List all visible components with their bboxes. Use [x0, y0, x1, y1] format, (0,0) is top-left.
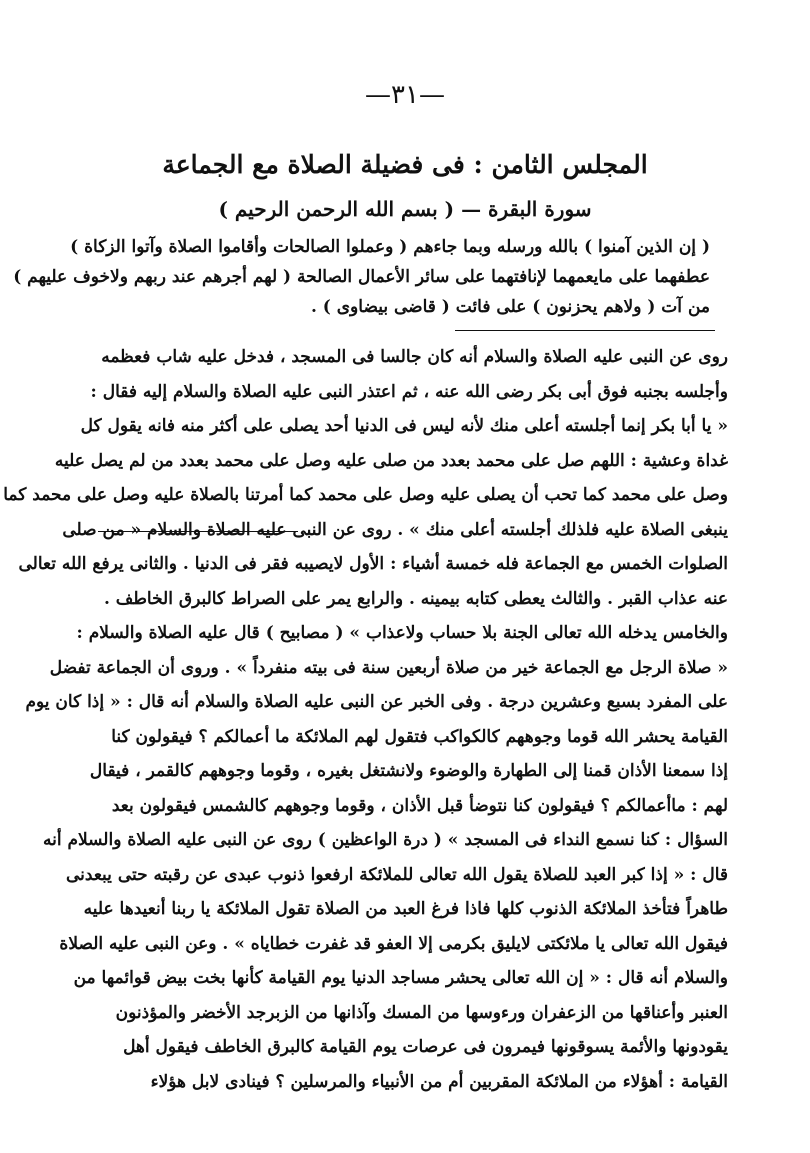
body-line: السؤال : كنا نسمع النداء فى المسجد » ( درة الواعظين ) روى عن النبى عليه الصلاة والسلام أنه [42, 830, 728, 850]
verse-line: عطفهما على مايعمهما لإنافتهما على سائر الأعمال الصالحة ( لهم أجرهم عند ربهم ولاخوف عليهم ) [13, 267, 710, 287]
chapter-heading: المجلس الثامن : فى فضيلة الصلاة مع الجماعة [162, 150, 648, 179]
body-line: قال : « إذا كبر العبد للصلاة يقول الله تعالى للملائكة ارفعوا ذنوب عبدى عن رقبته حتى يبعدنى [66, 864, 728, 885]
verse-line: ( إن الذين آمنوا ) بالله ورسله وبما جاءهم ( وعملوا الصالحات وأقاموا الصلاة وآتوا الزكاة ) [70, 237, 710, 257]
inline-underline-rule [98, 531, 298, 532]
body-line: القيامة يحشر الله قوما وجوههم كالكواكب فتقول لهم الملائكة ما أعمالكم ؟ فيقولون كنا [111, 726, 728, 747]
body-line: الصلوات الخمس مع الجماعة فله خمسة أشياء : الأول لايصيبه فقر فى الدنيا . والثانى يرفع الله تعالى [18, 554, 728, 574]
body-line: « يا أبا بكر إنما أجلسته أعلى منك لأنه ليس فى الدنيا أحد يصلى على أكثر منه فانه يقول كل [80, 416, 728, 436]
body-line: القيامة : أهؤلاء من الملائكة المقربين أم من الأنبياء والمرسلين ؟ فينادى لابل هؤلاء [150, 1071, 728, 1092]
body-line: « صلاة الرجل مع الجماعة خير من صلاة أربعين سنة فى بيته منفرداً » . وروى أن الجماعة تفضل [49, 657, 728, 678]
body-line: يقودونها والأئمة يسوقونها فيمرون فى عرصات يوم القيامة كالبرق الخاطف فيقول أهل [123, 1037, 728, 1057]
body-line: طاهراً فتأخذ الملائكة الذنوب كلها فاذا فرغ العبد من الصلاة تقول الملائكة يا ربنا أنعيدها عليه [83, 899, 728, 919]
body-line: وأجلسه بجنبه فوق أبى بكر رضى الله عنه ، ثم اعتذر النبى عليه الصلاة والسلام إليه فقال : [90, 381, 728, 402]
body-line: عنه عذاب القبر . والثالث يعطى كتابه بيمينه . والرابع يمر على الصراط كالبرق الخاطف . [103, 588, 728, 609]
body-line: غداة وعشية : اللهم صل على محمد بعدد من صلى عليه وصل على محمد بعدد من لم يصل عليه [54, 450, 728, 471]
verse-line: من آت ( ولاهم يحزنون ) على فائت ( قاضى بيضاوى ) . [310, 297, 710, 317]
body-line: لهم : ماأعمالكم ؟ فيقولون كنا نتوضأ قبل الأذان ، وقوما وجوههم كالشمس فيقولون بعد [111, 795, 728, 816]
body-line: والخامس يدخله الله تعالى الجنة بلا حساب ولاعذاب » ( مصابيح ) قال عليه الصلاة والسلام : [76, 623, 728, 643]
body-line: العنبر وأعناقها من الزعفران ورءوسها من المسك وآذانها من الزبرجد الأخضر والمؤذنون [115, 1002, 728, 1023]
body-line: إذا سمعنا الأذان قمنا إلى الطهارة والوضوء ولانشتغل بغيره ، وقوما وجوههم كالقمر ، فيقال [89, 761, 728, 781]
surah-subheading: سورة البقرة — ( بسم الله الرحمن الرحيم ) [218, 197, 592, 221]
body-line: فيقول الله تعالى يا ملائكتى لايليق بكرمى إلا العفو قد غفرت خطاياه » . وعن النبى عليه الصلاة [59, 933, 728, 954]
section-divider-rule [455, 330, 715, 331]
body-line: والسلام أنه قال : « إن الله تعالى يحشر مساجد الدنيا يوم القيامة كأنها بخت بيض قوائمها من [73, 968, 728, 988]
body-text [3, 340, 728, 1099]
body-line: روى عن النبى عليه الصلاة والسلام أنه كان جالسا فى المسجد ، فدخل عليه شاب فعظمه [101, 347, 728, 367]
body-line: ينبغى الصلاة عليه فلذلك أجلسته أعلى منك » . روى عن النبى عليه الصلاة والسلام « من صلى [62, 519, 728, 540]
body-line: وصل على محمد كما تحب أن يصلى عليه وصل على محمد كما أمرتنا بالصلاة عليه وصل على محمد كما [3, 485, 728, 505]
quran-verse-block [13, 232, 710, 322]
body-line: على المفرد بسبع وعشرين درجة . وفى الخبر عن النبى عليه الصلاة والسلام أنه قال : « إذا كان يوم [25, 692, 728, 712]
page-number: —٣١— [365, 80, 445, 110]
